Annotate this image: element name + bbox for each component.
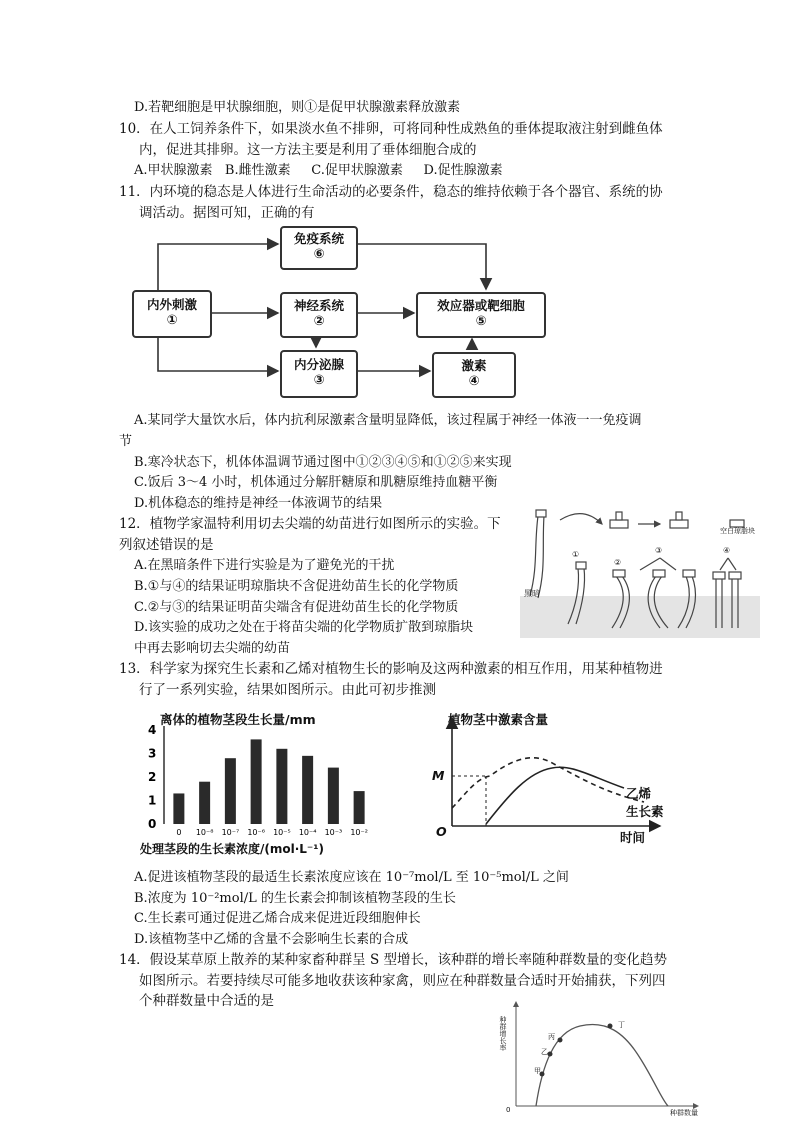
- growth-rate-svg: [494, 996, 704, 1122]
- endocrine-gland-box: [280, 350, 358, 398]
- bar-chart-xtick: 10⁻²: [350, 828, 368, 837]
- growth-rate-chart: [494, 996, 704, 1122]
- bar-chart-xtick: 10⁻³: [324, 828, 343, 837]
- q12-stem-line1: 12．植物学家温特利用切去尖端的幼苗进行如图所示的实验。下: [119, 516, 501, 532]
- auxin-curve: [452, 758, 644, 808]
- bar-chart-xtick: 10⁻⁸: [195, 828, 214, 837]
- nervous-system-box: [280, 292, 358, 338]
- immune-system-box: [280, 226, 358, 270]
- effector-label: 效应器或靶细胞: [437, 298, 525, 313]
- bar: [276, 749, 287, 824]
- ethylene-curve: [486, 767, 624, 824]
- q13-option-b: B.浓度为 10⁻²mol/L 的生长素会抑制该植物茎段的生长: [134, 891, 456, 906]
- bar-chart-title: 离体的植物茎段生长量/mm: [160, 712, 316, 727]
- q14-stem-line2: 如图所示。若要持续尽可能多地收获该种家禽，则应在种群数量合适时开始捕获，下列四: [139, 973, 666, 989]
- line-chart-origin: O: [436, 824, 447, 839]
- q10-stem-line2: 内，促进其排卵。这一方法主要是利用了垂体细胞合成的: [139, 142, 477, 158]
- q12-option-c: C.②与③的结果证明苗尖端含有促进幼苗生长的化学物质: [134, 600, 459, 615]
- ethylene-series-label: 乙烯: [626, 786, 652, 801]
- q14-stem-line1: 14．假设某草原上散养的某种家畜种群呈 S 型增长，该种群的增长率随种群数量的变化趋势: [119, 952, 668, 968]
- endocrine-gland-label: 内分泌腺: [293, 357, 344, 372]
- bar-chart-ytick: 4: [148, 723, 157, 737]
- q13-option-a: A.促进该植物茎段的最适生长素浓度应该在 10⁻⁷mol/L 至 10⁻⁵mol/L 之间: [134, 870, 569, 885]
- line-chart-xlabel: 时间: [620, 830, 646, 845]
- bar-chart: [134, 706, 404, 862]
- fig-num-4: ④: [723, 546, 731, 555]
- q13-stem-line2: 行了一系列实验，结果如图所示。由此可初步推测: [139, 682, 436, 698]
- hormone-line-chart: [424, 706, 674, 862]
- bar-chart-xtick: 10⁻⁶: [247, 828, 265, 837]
- label-yi: 乙: [541, 1048, 548, 1056]
- effector-box: [416, 292, 546, 338]
- hormone-label: 激素: [461, 358, 487, 373]
- q13-stem-line1: 13．科学家为探究生长素和乙烯对植物生长的影响及这两种激素的相互作用，用某种植物进: [119, 661, 663, 677]
- q12-stem-line2: 列叙述错误的是: [119, 537, 214, 553]
- bar: [354, 791, 365, 824]
- effector-num: ⑤: [475, 314, 487, 329]
- stimulus-num: ①: [166, 313, 178, 328]
- point-bing: [558, 1038, 563, 1043]
- fig-num-1: ①: [572, 550, 580, 559]
- stimulus-label: 内外刺激: [146, 297, 197, 312]
- growth-chart-origin: 0: [506, 1106, 511, 1114]
- line-chart-m-label: M: [432, 768, 445, 783]
- label-jia: 甲: [534, 1067, 541, 1075]
- blank-agar-label: 空白琼脂块: [720, 527, 755, 535]
- bar: [225, 758, 236, 824]
- bar: [251, 739, 262, 824]
- q9-option-d: D.若靶细胞是甲状腺细胞，则①是促甲状腺激素释放激素: [134, 100, 461, 115]
- nervous-system-num: ②: [313, 314, 325, 329]
- label-ding: 丁: [618, 1021, 625, 1029]
- bar-chart-ytick: 0: [148, 817, 157, 831]
- bar-chart-xlabel: 处理茎段的生长素浓度/(mol·L⁻¹): [140, 842, 325, 856]
- stimulus-box: [132, 290, 212, 338]
- q13-option-c: C.生长素可通过促进乙烯合成来促进近段细胞伸长: [134, 911, 421, 926]
- q12-seedling-figure: [520, 506, 760, 638]
- q12-option-d-line1: D.该实验的成功之处在于将苗尖端的化学物质扩散到琼脂块: [134, 620, 474, 635]
- bar-chart-ytick: 1: [148, 793, 157, 808]
- q11-option-b: B.寒冷状态下，机体体温调节通过图中①②③④⑤和①②⑤来实现: [134, 455, 512, 470]
- endocrine-gland-num: ③: [313, 373, 325, 388]
- growth-rate-curve: [536, 1024, 668, 1106]
- bar: [328, 768, 339, 824]
- point-yi: [548, 1052, 553, 1057]
- q14-stem-line3: 个种群数量中合适的是: [139, 993, 274, 1009]
- immune-system-num: ⑥: [313, 247, 325, 262]
- growth-chart-ylabel: 种群增长率: [499, 1016, 507, 1051]
- bar-chart-xtick: 10⁻⁴: [298, 828, 317, 837]
- nervous-system-label: 神经系统: [293, 298, 344, 313]
- fig-num-3: ③: [655, 546, 663, 555]
- q11-option-c: C.饭后 3～4 小时，机体通过分解肝糖原和肌糖原维持血糖平衡: [134, 475, 498, 490]
- hormone-num: ④: [468, 374, 480, 389]
- bar-chart-ytick: 2: [148, 770, 157, 784]
- q12-option-a: A.在黑暗条件下进行实验是为了避免光的干扰: [134, 558, 395, 573]
- line-chart-title: 植物茎中激素含量: [448, 712, 549, 727]
- q11-diagram: [128, 226, 548, 406]
- q10-options: A.甲状腺激素 B.雌性激素 C.促甲状腺激素 D.促性腺激素: [134, 163, 503, 178]
- growth-chart-xlabel: 种群数量: [670, 1109, 698, 1117]
- label-bing: 丙: [548, 1033, 555, 1041]
- bar-chart-ytick: 3: [148, 746, 157, 761]
- immune-system-label: 免疫系统: [293, 231, 344, 246]
- bar-chart-xtick: 10⁻⁷: [221, 828, 240, 837]
- hormone-box: [432, 352, 516, 398]
- q12-option-b: B.①与④的结果证明琼脂块不含促进幼苗生长的化学物质: [134, 579, 459, 594]
- q12-option-d-line2: 中再去影响切去尖端的幼苗: [134, 641, 291, 656]
- bar-chart-svg: [134, 706, 404, 862]
- bar: [302, 756, 313, 824]
- fig-num-2: ②: [614, 558, 622, 567]
- q11-stem-line2: 调活动。据图可知，正确的有: [139, 205, 315, 221]
- q11-option-d: D.机体稳态的维持是神经一体液调节的结果: [134, 496, 383, 511]
- dark-label: 黑暗: [524, 589, 540, 598]
- q11-stem-line1: 11．内环境的稳态是人体进行生命活动的必要条件，稳态的维持依赖于各个器官、系统的协: [119, 184, 663, 200]
- q10-stem-line1: 10．在人工饲养条件下，如果淡水鱼不排卵，可将同种性成熟鱼的垂体提取液注射到雌鱼体: [119, 121, 663, 137]
- q11-option-a-line2: 节: [119, 434, 133, 449]
- q11-option-a-line1: A.某同学大量饮水后，体内抗利尿激素含量明显降低，该过程属于神经一体液一一免疫调: [134, 413, 642, 428]
- bar: [199, 782, 210, 824]
- bar-chart-xtick: 0: [176, 828, 182, 837]
- bar: [173, 793, 184, 824]
- point-ding: [608, 1024, 613, 1029]
- auxin-series-label: 生长素: [626, 804, 664, 819]
- q13-option-d: D.该植物茎中乙烯的含量不会影响生长素的合成: [134, 932, 409, 947]
- bar-chart-xtick: 10⁻⁵: [273, 828, 291, 837]
